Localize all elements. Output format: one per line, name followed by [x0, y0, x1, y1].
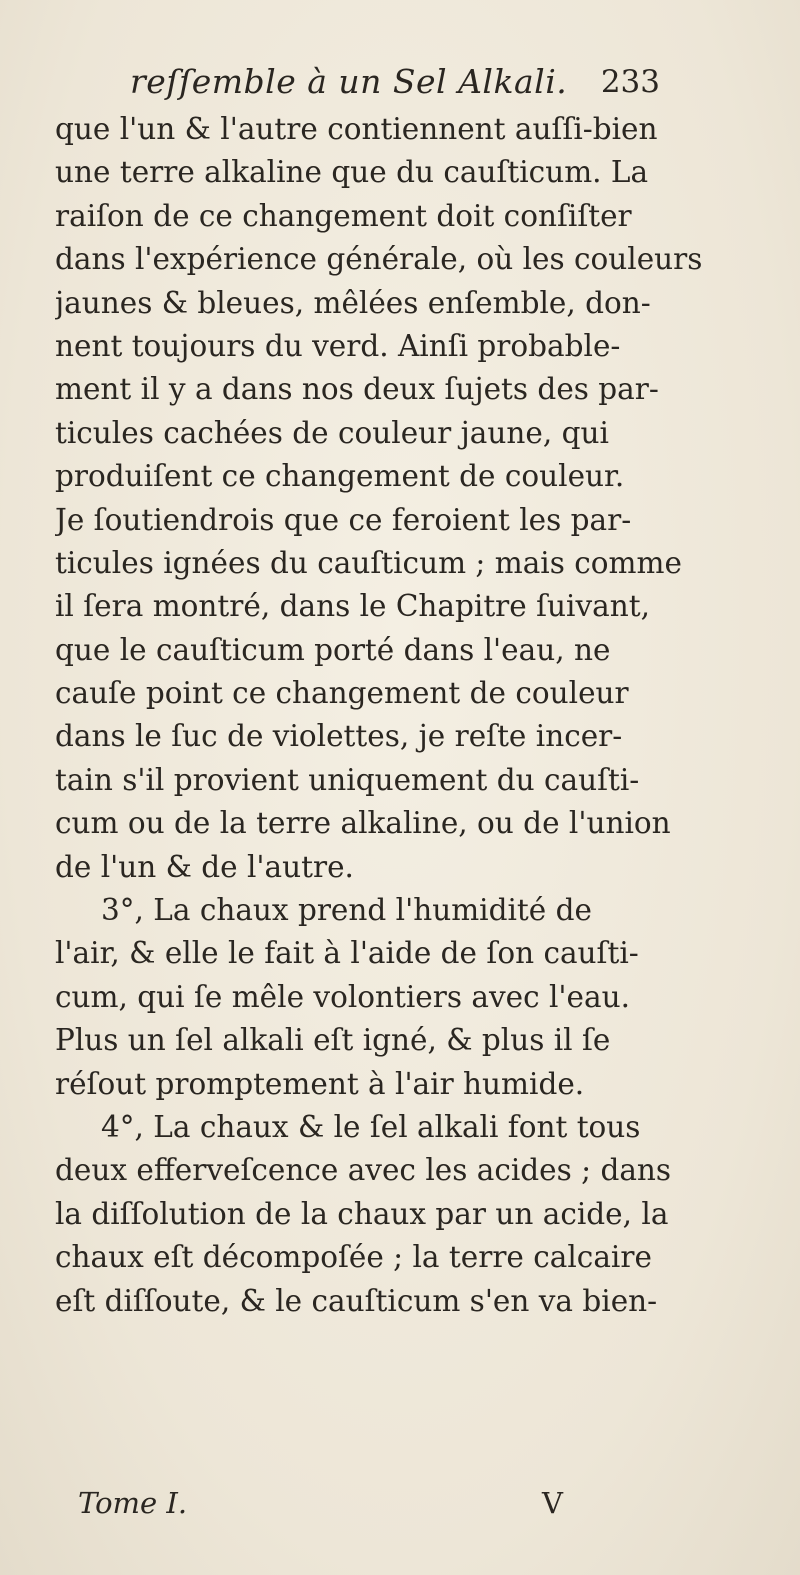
text-line: ticules ignées du cauſticum ; mais comme: [55, 545, 682, 580]
text-line: jaunes & bleues, mêlées enſemble, don-: [55, 285, 651, 320]
text-line: une terre alkaline que du cauſticum. La: [55, 155, 649, 190]
text-line: que l'un & l'autre contiennent auſſi-bien: [55, 112, 658, 146]
text-line: ment il y a dans nos deux ſujets des par-: [55, 372, 659, 407]
text-line: réſout promptement à l'air humide.: [55, 1066, 585, 1101]
text-line: que le cauſticum porté dans l'eau, ne: [55, 632, 611, 667]
text-line: dans le ſuc de violettes, je reſte incer-: [55, 719, 623, 754]
signature-mark: V: [542, 1486, 563, 1520]
text-line: 4°, La chaux & le ſel alkali font tous: [101, 1109, 641, 1144]
text-line: l'air, & elle le fait à l'aide de ſon cauſti-: [55, 936, 639, 971]
text-line: dans l'expérience générale, où les couleurs: [55, 242, 703, 277]
text-line: 3°, La chaux prend l'humidité de: [101, 893, 592, 928]
text-line: il ſera montré, dans le Chapitre ſuivant,: [55, 589, 650, 624]
text-line: eſt diſſoute, & le cauſticum s'en va bien-: [55, 1283, 658, 1318]
body-text: [55, 108, 755, 1323]
text-line: la diſſolution de la chaux par un acide, la: [55, 1196, 669, 1231]
page-number: 233: [600, 64, 660, 100]
text-line: nent toujours du verd. Ainſi probable-: [55, 328, 621, 363]
text-line: cum, qui ſe mêle volontiers avec l'eau.: [55, 979, 630, 1014]
text-line: Je ſoutiendrois que ce feroient les par-: [55, 502, 632, 537]
volume-label: Tome I.: [78, 1486, 188, 1520]
text-line: Plus un ſel alkali eſt igné, & plus il ſe: [55, 1023, 611, 1058]
text-line: produiſent ce changement de couleur.: [55, 459, 625, 494]
text-line: raiſon de ce changement doit conſiſter: [55, 198, 632, 233]
text-line: cum ou de la terre alkaline, ou de l'union: [55, 806, 671, 841]
text-line: tain s'il provient uniquement du cauſti-: [55, 762, 640, 797]
page-header: [130, 62, 660, 106]
running-title: reſſemble à un Sel Alkali.: [130, 62, 568, 101]
page-footer: [78, 1486, 758, 1530]
text-line: deux efferveſcence avec les acides ; dans: [55, 1153, 672, 1188]
text-line: de l'un & de l'autre.: [55, 849, 354, 884]
text-line: cauſe point ce changement de couleur: [55, 676, 629, 711]
text-line: ticules cachées de couleur jaune, qui: [55, 415, 609, 450]
text-line: chaux eſt décompoſée ; la terre calcaire: [55, 1240, 652, 1275]
